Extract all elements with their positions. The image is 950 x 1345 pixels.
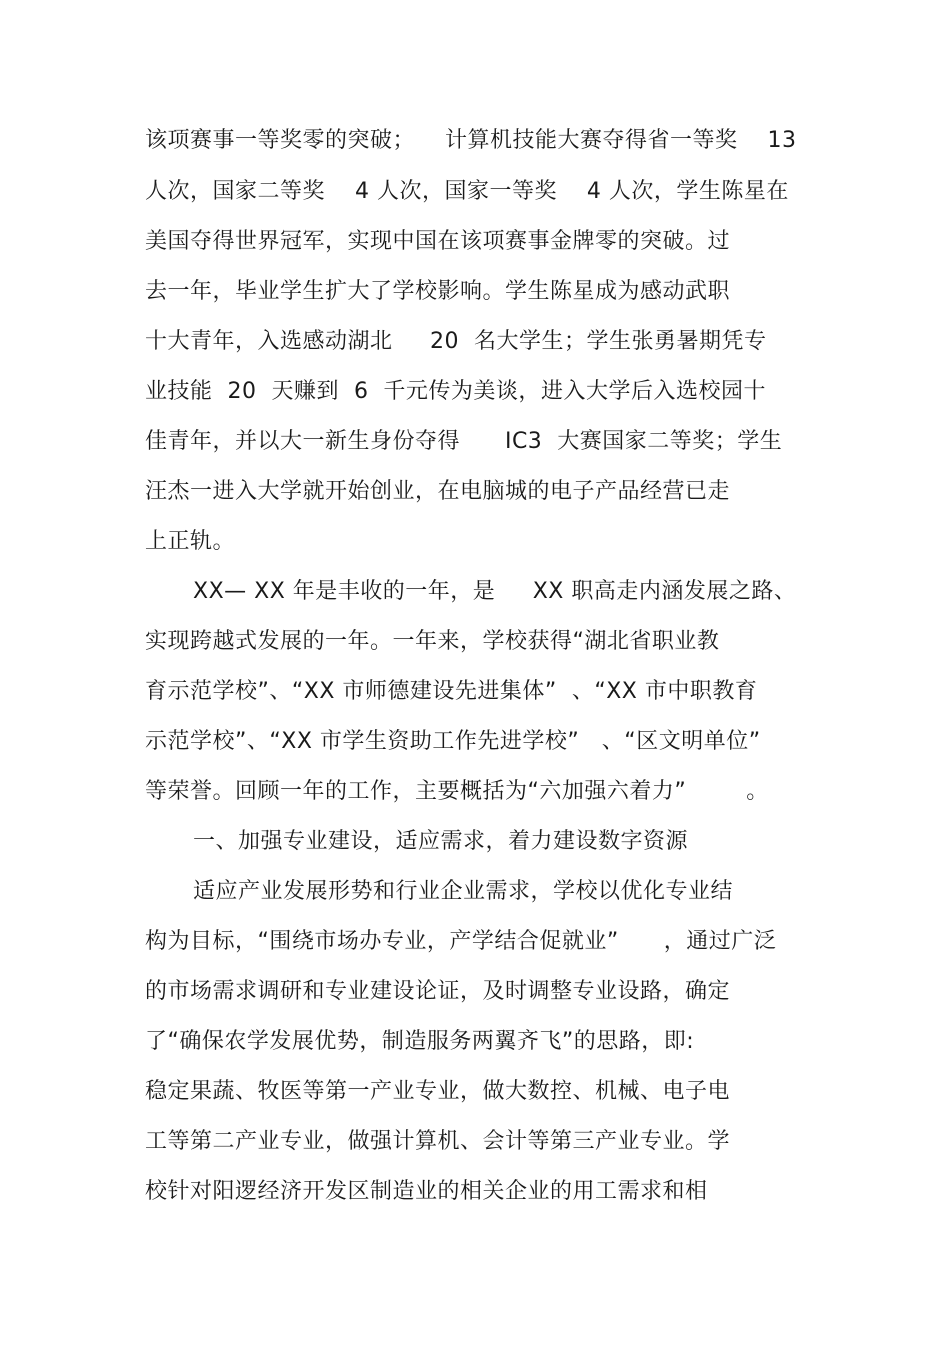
text-line: 汪杰一进入大学就开始创业，在电脑城的电子产品经营已走 (145, 479, 731, 504)
text-line: 实现跨越式发展的一年。一年来，学校获得“湖北省职业教 (145, 629, 720, 654)
text-line: 去一年，毕业学生扩大了学校影响。学生陈星成为感动武职 (145, 279, 731, 304)
text-line: 业技能 20 天赚到 6 千元传为美谈，进入大学后入选校园十 (145, 379, 766, 404)
text-line: 佳青年，并以大一新生身份夺得 IC3 大赛国家二等奖；学生 (145, 429, 783, 454)
text-line: 工等第二产业专业，做强计算机、会计等第三产业专业。学 (145, 1129, 731, 1154)
text-line: 了“确保农学发展优势，制造服务两翼齐飞”的思路，即: (145, 1029, 695, 1054)
text-line: 等荣誉。回顾一年的工作，主要概括为“六加强六着力” 。 (145, 779, 769, 804)
text-line: 稳定果蔬、牧医等第一产业专业，做大数控、机械、电子电 (145, 1079, 731, 1104)
text-line: 该项赛事一等奖零的突破； 计算机技能大赛夺得省一等奖 13 (145, 128, 797, 153)
text-line: 的市场需求调研和专业建设论证，及时调整专业设路，确定 (145, 979, 731, 1004)
text-line: 美国夺得世界冠军，实现中国在该项赛事金牌零的突破。过 (145, 229, 731, 254)
text-line: 示范学校”、“XX 市学生资助工作先进学校” 、“区文明单位” (145, 729, 761, 754)
section-heading: 一、加强专业建设，适应需求，着力建设数字资源 (193, 829, 689, 854)
text-line: 上正轨。 (145, 529, 236, 554)
text-line: 十大青年，入选感动湖北 20 名大学生；学生张勇暑期凭专 (145, 329, 767, 354)
text-line: 校针对阳逻经济开发区制造业的相关企业的用工需求和相 (145, 1179, 708, 1204)
paragraph-start-line: XX— XX 年是丰收的一年，是 XX 职高走内涵发展之路、 (193, 579, 797, 604)
paragraph-start-line: 适应产业发展形势和行业企业需求，学校以优化专业结 (193, 879, 734, 904)
text-line: 构为目标，“围绕市场办专业，产学结合促就业” ，通过广泛 (145, 929, 777, 954)
text-line: 育示范学校”、“XX 市师德建设先进集体” 、“XX 市中职教育 (145, 679, 758, 704)
text-line: 人次，国家二等奖 4 人次，国家一等奖 4 人次，学生陈星在 (145, 179, 789, 204)
